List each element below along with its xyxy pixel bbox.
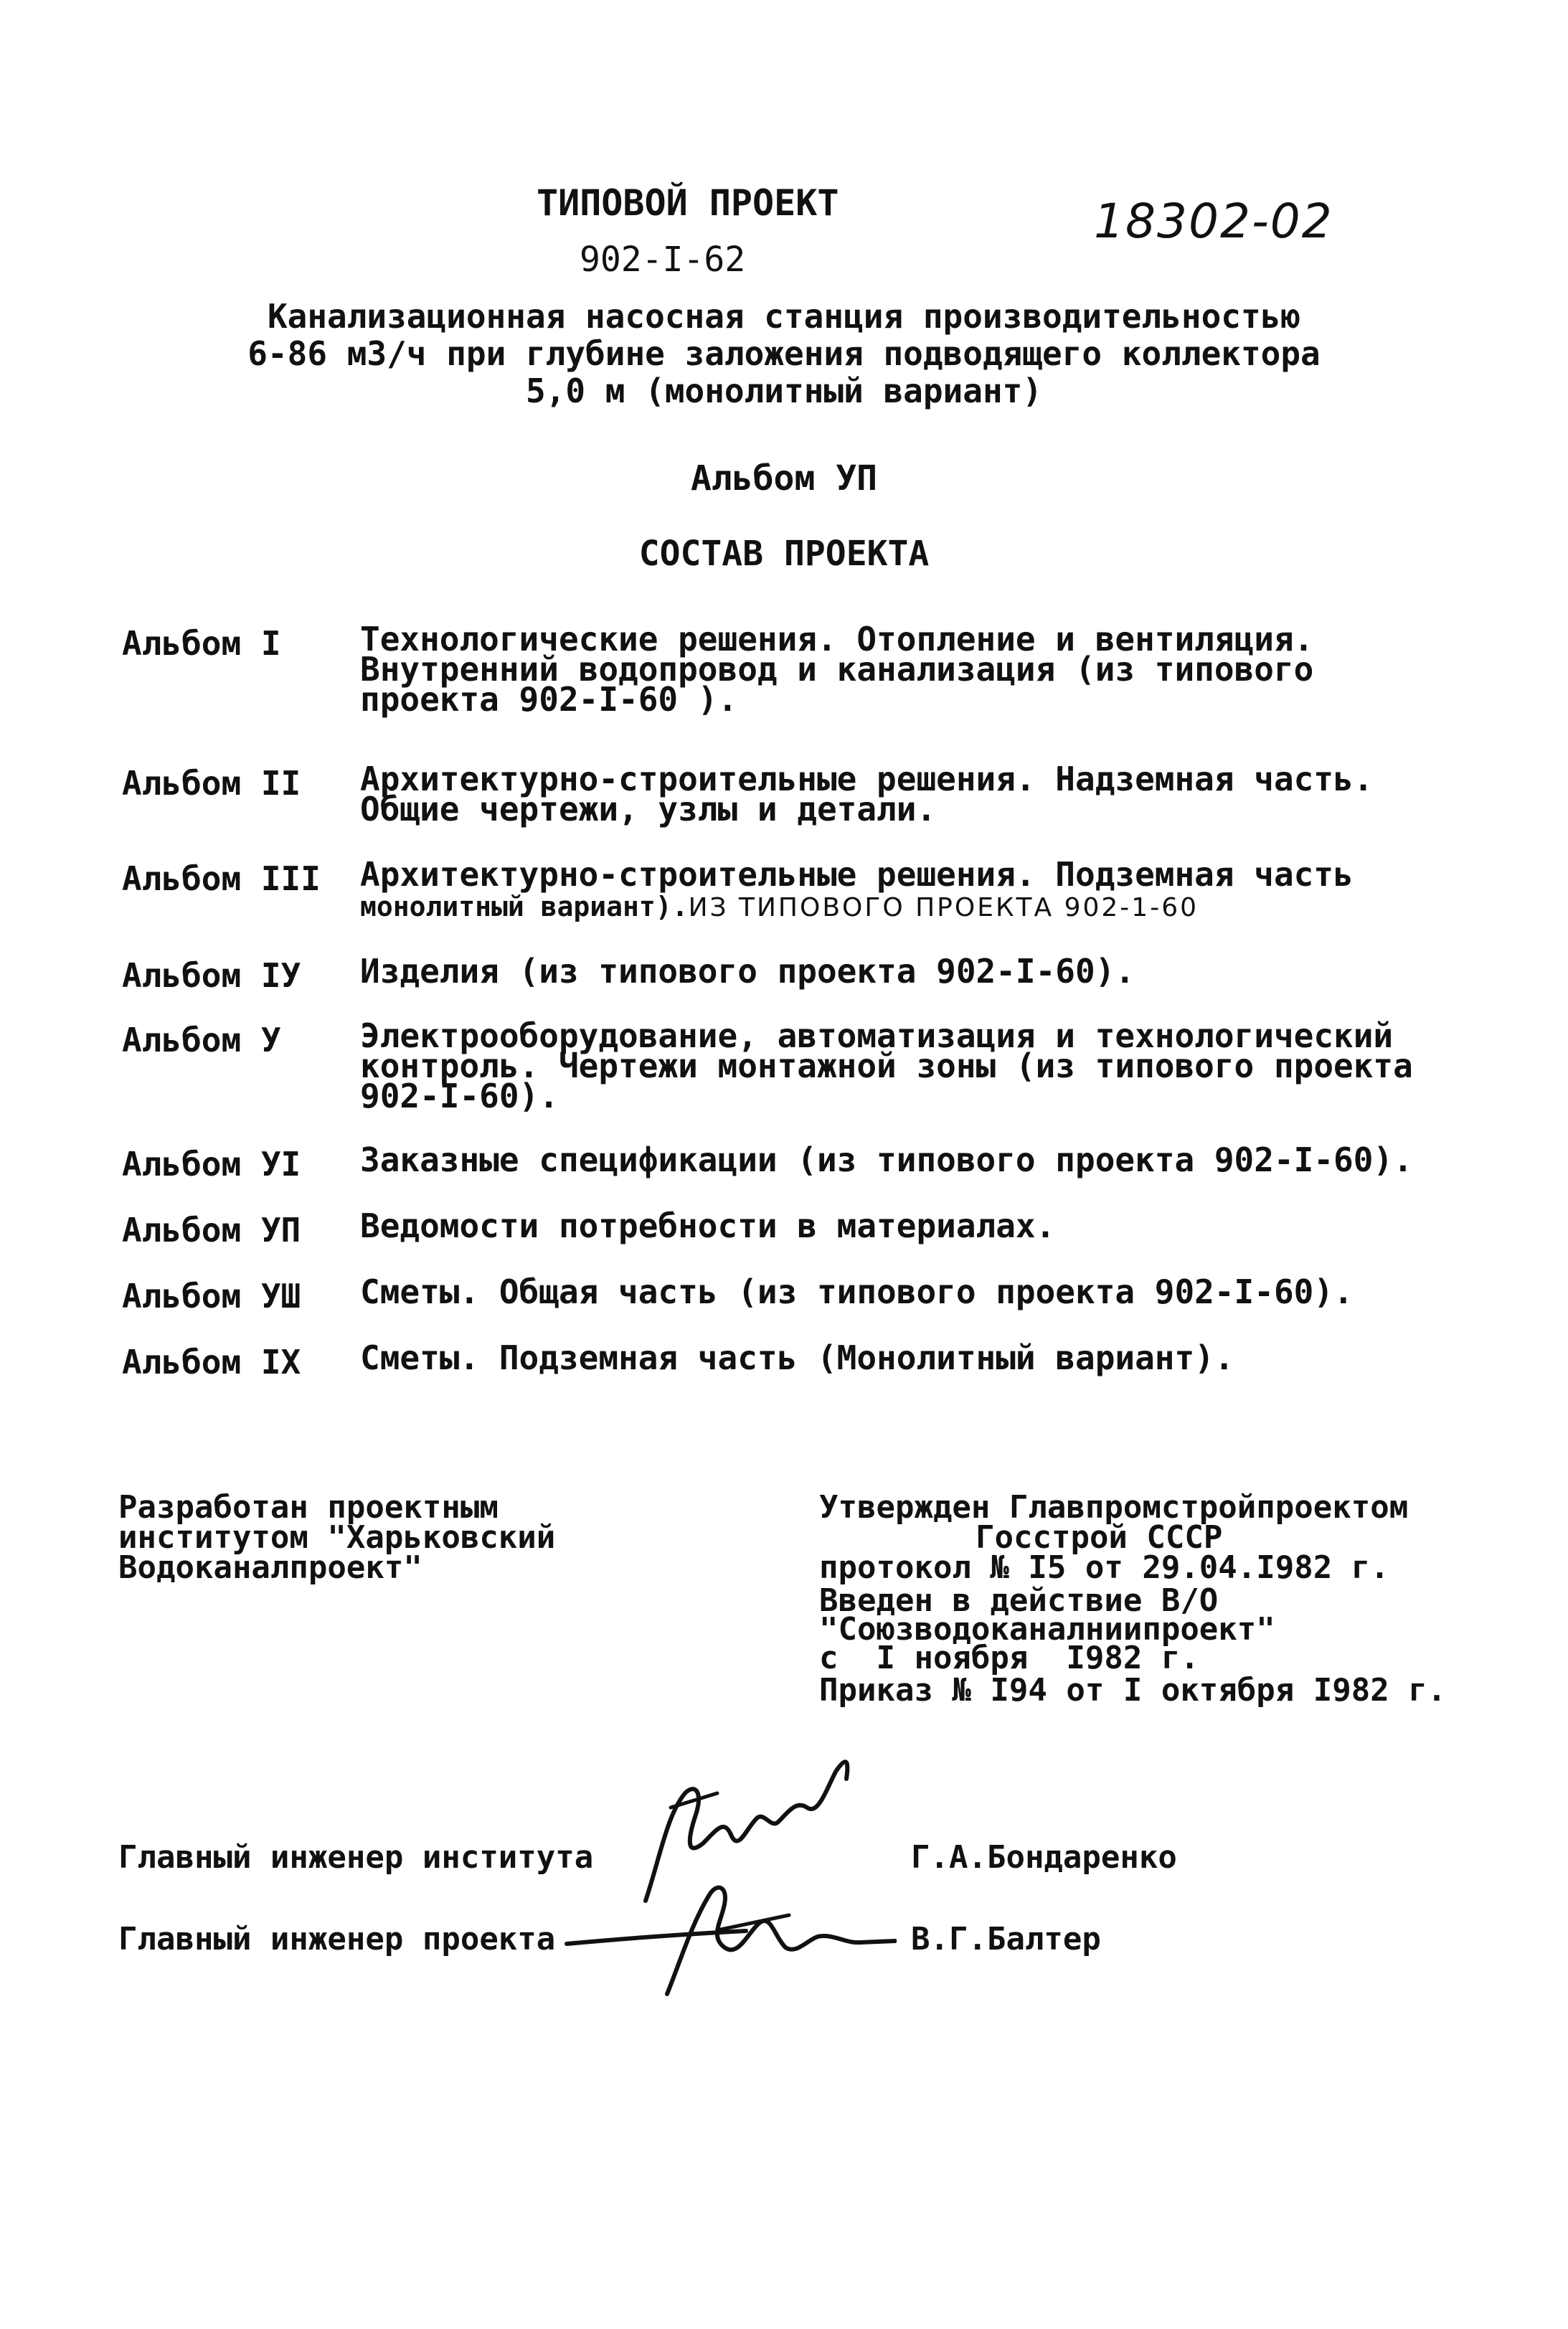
approval-line: Введен в действие В/О (819, 1582, 1219, 1619)
album-description-line: контроль. Чертежи монтажной зоны (из типового проекта (360, 1047, 1413, 1085)
signature-role: Главный инженер института (118, 1839, 594, 1876)
developer-line: Водоканалпроект" (118, 1549, 422, 1586)
approval-line: "Союзводоканалниипроект" (819, 1611, 1275, 1648)
album-description-line: Сметы. Подземная часть (Монолитный вариант). (360, 1338, 1234, 1377)
handwritten-signature-2 (559, 1879, 897, 2001)
album-description (360, 1140, 1479, 1179)
album-description-line-with-note (360, 889, 1479, 923)
album-label: Альбом IX (122, 1343, 301, 1381)
handwritten-addition: ИЗ ТИПОВОГО ПРОЕКТА 902-1-60 (688, 893, 1199, 922)
album-description-line: Внутренний водопровод и канализация (из типового (360, 650, 1314, 689)
project-description-line-2: 6-86 м3/ч при глубине заложения подводящего коллектора (247, 334, 1321, 373)
section-title: СОСТАВ ПРОЕКТА (638, 534, 930, 574)
album-description-line: Электрооборудование, автоматизация и технологический (360, 1016, 1394, 1055)
album-label: Альбом У (122, 1021, 281, 1059)
album-label: Альбом IУ (122, 956, 301, 995)
approval-line: с I ноября I982 г. (819, 1640, 1199, 1676)
album-description-line: Общие чертежи, узлы и детали. (360, 790, 937, 828)
album-description-line: 902-I-60). (360, 1077, 559, 1115)
album-description-line: Заказные спецификации (из типового проекта 902-I-60). (360, 1140, 1413, 1179)
album-description-line: Технологические решения. Отопление и вентиляция. (360, 620, 1314, 658)
album-description (360, 952, 1479, 991)
album-description-line: Архитектурно-строительные решения. Подземная часть (360, 855, 1354, 894)
album-label: Альбом III (122, 859, 321, 898)
album-label: Альбом УП (122, 1211, 301, 1249)
album-label: Альбом УI (122, 1145, 301, 1184)
album-label: Альбом II (122, 764, 301, 803)
signature-role: Главный инженер проекта (118, 1921, 556, 1957)
album-description-line: Архитектурно-строительные решения. Надземная часть. (360, 760, 1374, 798)
current-album-label: Альбом УП (690, 458, 878, 499)
album-description (360, 855, 1479, 923)
approval-line: Госстрой СССР (976, 1519, 1223, 1556)
signature-name: В.Г.Балтер (911, 1921, 1101, 1957)
document-title: ТИПОВОЙ ПРОЕКТ (537, 182, 839, 224)
signature-name: Г.А.Бондаренко (911, 1839, 1177, 1876)
album-description-line: Сметы. Общая часть (из типового проекта 902-I-60). (360, 1272, 1354, 1311)
album-label: Альбом I (122, 624, 281, 663)
approval-line: протокол № I5 от 29.04.I982 г. (819, 1549, 1389, 1586)
album-description (360, 1206, 1479, 1245)
album-description (360, 1338, 1479, 1377)
album-description-line: Ведомости потребности в материалах. (360, 1206, 1056, 1245)
developer-line: институтом "Харьковский (118, 1519, 556, 1556)
album-description (360, 620, 1479, 719)
handwritten-project-code: 18302-02 (1094, 194, 1333, 249)
album-description (360, 1016, 1479, 1115)
album-description (360, 1272, 1479, 1311)
album-label: Альбом УШ (122, 1277, 301, 1315)
approval-line: Приказ № I94 от I октября I982 г. (819, 1672, 1447, 1709)
album-description (360, 760, 1479, 828)
album-description-line: Изделия (из типового проекта 902-I-60). (360, 952, 1135, 991)
project-number: 902-I-62 (580, 240, 746, 280)
album-description-line: проекта 902-I-60 ). (360, 680, 738, 719)
album-description-line: монолитный вариант). (360, 891, 689, 922)
project-description-line-3: 5,0 м (монолитный вариант) (525, 372, 1043, 410)
approval-line: Утвержден Главпромстройпроектом (819, 1489, 1409, 1526)
project-description-line-1: Канализационная насосная станция производительностью (267, 297, 1301, 336)
developer-line: Разработан проектным (118, 1489, 499, 1526)
